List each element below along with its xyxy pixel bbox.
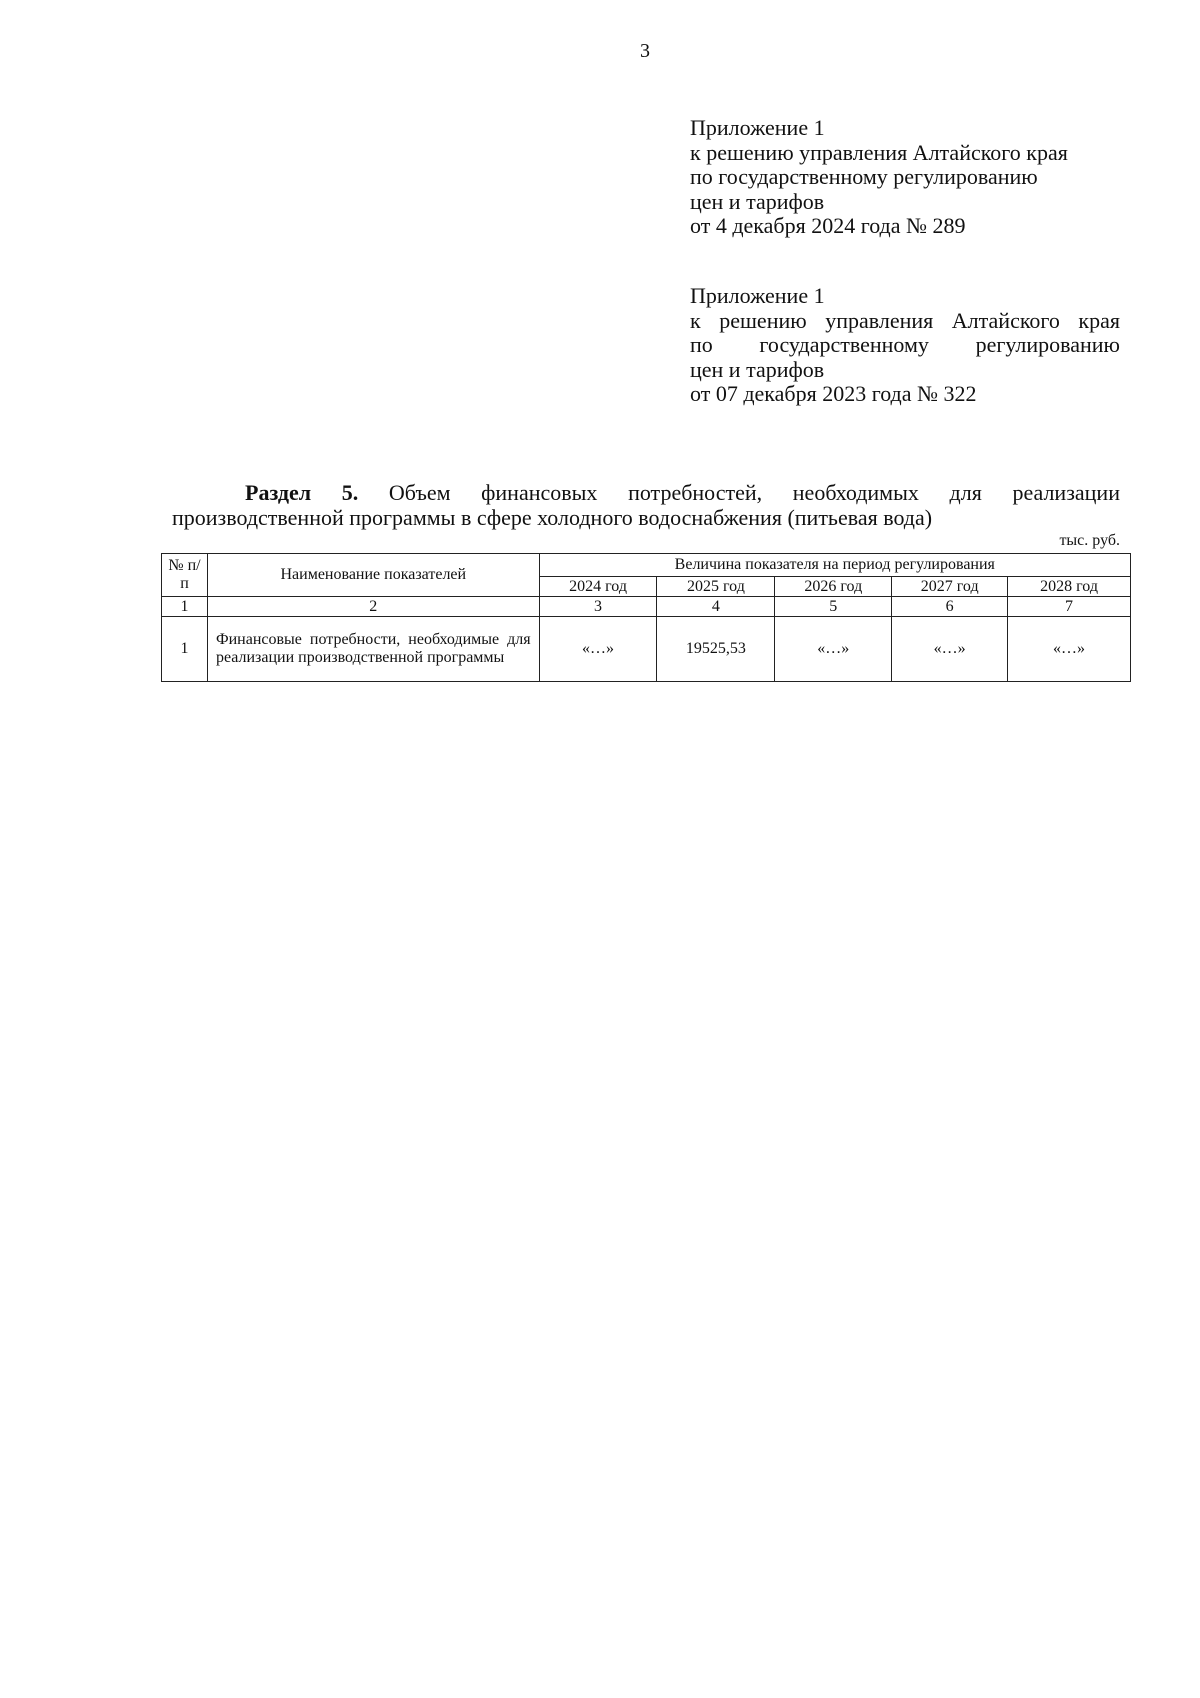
row-name: Финансовые потребности, необходимые для реализации производственной программы: [207, 617, 539, 682]
section-heading: [172, 480, 1120, 530]
section-title-line2: производственной программы в сфере холодного водоснабжения (питьевая вода): [172, 505, 933, 530]
row-no: 1: [162, 617, 208, 682]
column-number: 3: [539, 597, 657, 617]
appendix-line: от 07 декабря 2023 года № 322: [690, 381, 977, 406]
row-value: 19525,53: [657, 617, 775, 682]
row-value: «…»: [775, 617, 892, 682]
financial-needs-table: [161, 553, 1131, 682]
appendix-line: по государственному регулированию: [690, 164, 1038, 189]
column-number: 2: [207, 597, 539, 617]
appendix-header-previous: [690, 284, 1120, 407]
appendix-header-current: [690, 116, 1120, 239]
table-row: [162, 617, 1131, 682]
header-name: Наименование показателей: [207, 554, 539, 597]
column-number: 5: [775, 597, 892, 617]
appendix-line: цен и тарифов: [690, 188, 825, 214]
column-number: 6: [892, 597, 1008, 617]
section-label: Раздел 5.: [245, 480, 359, 505]
header-period-group: Величина показателя на период регулирования: [539, 554, 1130, 577]
units-label: тыс. руб.: [1059, 532, 1120, 549]
column-number: 4: [657, 597, 775, 617]
row-value: «…»: [539, 617, 657, 682]
appendix-line: к решению управления Алтайского края: [690, 307, 1120, 333]
page-number: 3: [640, 40, 650, 62]
appendix-line: от 4 декабря 2024 года № 289: [690, 213, 966, 238]
header-year: 2025 год: [657, 577, 775, 597]
row-value: «…»: [892, 617, 1008, 682]
appendix-line: Приложение 1: [690, 115, 825, 140]
column-number: 7: [1008, 597, 1131, 617]
header-year: 2026 год: [775, 577, 892, 597]
appendix-line: по государственному регулированию: [690, 332, 1120, 357]
appendix-line: цен и тарифов: [690, 356, 825, 382]
header-no: № п/п: [162, 554, 208, 597]
header-year: 2028 год: [1008, 577, 1131, 597]
header-year: 2027 год: [892, 577, 1008, 597]
section-title-line1: Объем финансовых потребностей, необходимых для реализации: [358, 480, 1120, 505]
appendix-line: Приложение 1: [690, 283, 825, 308]
header-year: 2024 год: [539, 577, 657, 597]
column-number: 1: [162, 597, 208, 617]
row-value: «…»: [1008, 617, 1131, 682]
appendix-line: к решению управления Алтайского края: [690, 139, 1068, 165]
